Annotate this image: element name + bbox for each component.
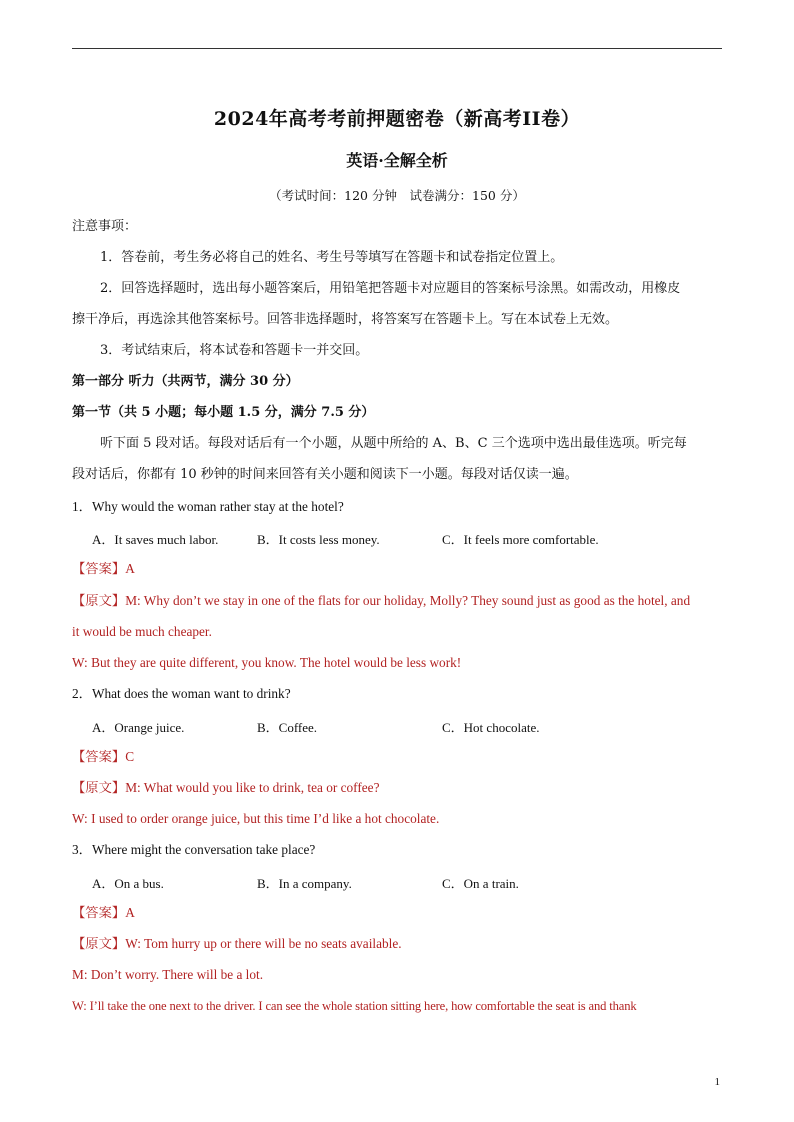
q3-transcript-line-3: W: I’ll take the one next to the driver. I can see the whole station sitting here, how comfortable the seat is and thank: [72, 999, 637, 1013]
q3-option-c: C．On a train.: [442, 876, 519, 891]
transcript-label: 【原文】: [72, 780, 126, 795]
answer-value: A: [125, 561, 135, 576]
page-subtitle: 英语·全解全析: [346, 151, 448, 170]
notes-item-3: 3．考试结束后，将本试卷和答题卡一并交回。: [100, 343, 369, 358]
notes-heading: 注意事项：: [72, 219, 138, 234]
q2-transcript-line-1: 【原文】M: What would you like to drink, tea or coffee?: [72, 780, 380, 795]
q1-option-b: B．It costs less money.: [257, 532, 380, 547]
question-2: 2．What does the woman want to drink?: [72, 686, 291, 701]
q2-option-a: A．Orange juice.: [92, 720, 185, 735]
notes-item-2-line-1: 2．回答选择题时，选出每小题答案后，用铅笔把答题卡对应题目的答案标号涂黑。如需改动，用橡皮: [100, 281, 681, 296]
q2-option-b: B．Coffee.: [257, 720, 318, 735]
transcript-label: 【原文】: [72, 936, 126, 951]
answer-value: C: [125, 749, 135, 764]
q1-transcript-line-2: it would be much cheaper.: [72, 624, 212, 639]
q1-answer: [72, 560, 135, 578]
page-title: 2024年高考考前押题密卷（新高考II卷）: [213, 108, 581, 130]
exam-info: （考试时间：120 分钟 试卷满分：150 分）: [269, 188, 525, 203]
q1-option-a: A．It saves much labor.: [92, 532, 219, 547]
q3-answer: [72, 904, 135, 922]
q1-option-c: C．It feels more comfortable.: [442, 532, 599, 547]
q1-transcript-line-3: W: But they are quite different, you know. The hotel would be less work!: [72, 655, 462, 670]
answer-label: 【答案】: [72, 749, 126, 764]
q2-transcript-line-2: W: I used to order orange juice, but this time I’d like a hot chocolate.: [72, 811, 440, 826]
instructions-line-1: 听下面 5 段对话。每段对话后有一个小题，从题中所给的 A、B、C 三个选项中选出最佳选项。听完每: [100, 436, 687, 451]
answer-label: 【答案】: [72, 905, 126, 920]
q3-transcript-line-1: 【原文】W: Tom hurry up or there will be no seats available.: [72, 936, 402, 951]
q3-option-b: B．In a company.: [257, 876, 352, 891]
q2-option-c: C．Hot chocolate.: [442, 720, 540, 735]
question-1: 1．Why would the woman rather stay at the hotel?: [72, 499, 344, 514]
q3-transcript-line-2: M: Don’t worry. There will be a lot.: [72, 967, 264, 982]
q3-option-a: A．On a bus.: [92, 876, 164, 891]
q1-transcript-line-1: 【原文】M: Why don’t we stay in one of the flats for our holiday, Molly? They sound just as good as the hotel, and: [72, 593, 691, 608]
notes-item-1: 1．答卷前，考生务必将自己的姓名、考生号等填写在答题卡和试卷指定位置上。: [100, 250, 564, 265]
answer-value: A: [125, 905, 135, 920]
page-number: 1: [714, 1076, 720, 1088]
q2-answer: [72, 748, 134, 766]
header-rule: [72, 48, 722, 49]
transcript-label: 【原文】: [72, 593, 126, 608]
question-3: 3．Where might the conversation take place?: [72, 842, 316, 857]
part1-heading: 第一部分 听力（共两节，满分 30 分）: [72, 374, 299, 389]
instructions-line-2: 段对话后，你都有 10 秒钟的时间来回答有关小题和阅读下一小题。每段对话仅读一遍。: [72, 467, 578, 482]
answer-label: 【答案】: [72, 561, 126, 576]
notes-item-2-line-2: 擦干净后，再选涂其他答案标号。回答非选择题时，将答案写在答题卡上。写在本试卷上无效。: [72, 312, 619, 327]
section1-heading: 第一节（共 5 小题；每小题 1.5 分，满分 7.5 分）: [72, 405, 375, 420]
